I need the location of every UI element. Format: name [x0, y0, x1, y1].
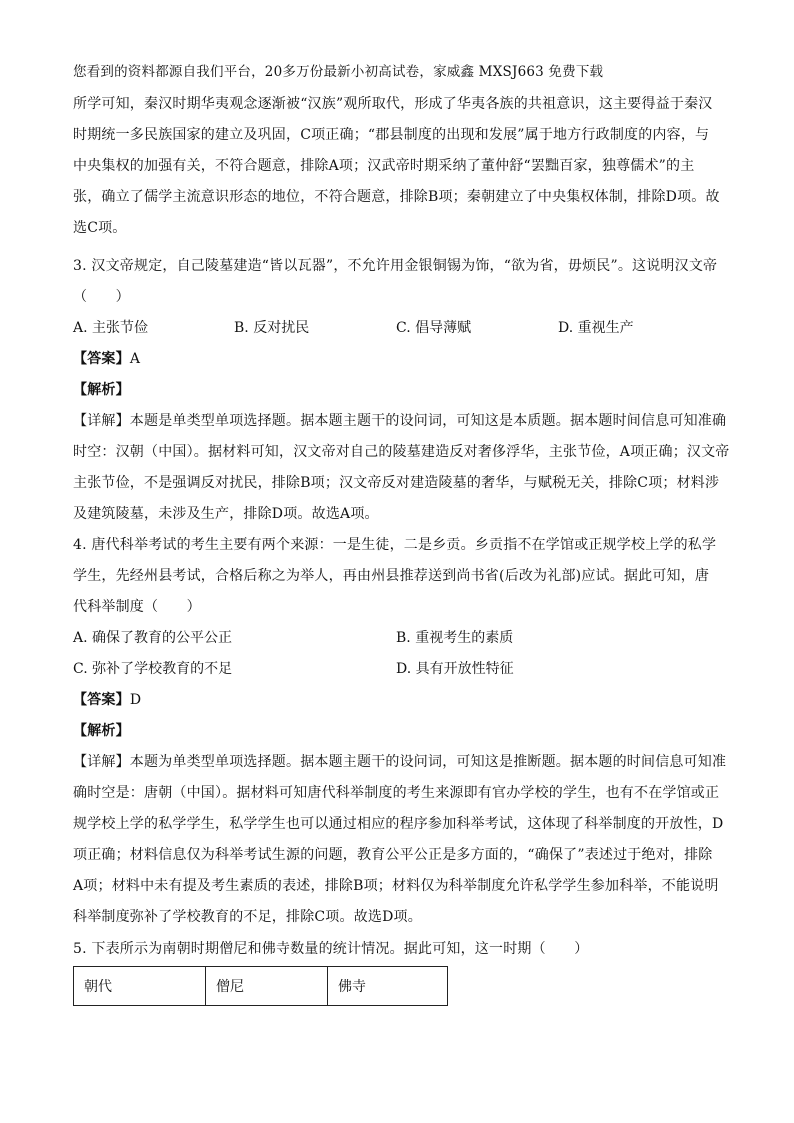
table-header-cell: 僧尼 — [206, 967, 328, 1006]
q3-detail-line: 时空：汉朝（中国）。据材料可知，汉文帝对自己的陵墓建造反对奢侈浮华，主张节俭，A项正确；汉文帝 — [73, 444, 730, 460]
q5-stem: 5. 下表所示为南朝时期僧尼和佛寺数量的统计情况。据此可知，这一时期（ ） — [73, 941, 589, 957]
q4-analysis-label: 【解析】 — [73, 723, 130, 739]
q4-detail-line: A项；材料中未有提及考生素质的表述，排除B项；材料仅为科举制度允许私学学生参加科举，不能说明 — [73, 878, 719, 894]
q3-option-b: B. 反对扰民 — [234, 320, 310, 336]
q3-option-d: D. 重视生产 — [558, 320, 634, 336]
continued-text-line: 时期统一多民族国家的建立及巩固，C项正确；“郡县制度的出现和发展”属于地方行政制度的内容，与 — [73, 127, 710, 143]
q4-stem-line: 4. 唐代科举考试的考生主要有两个来源：一是生徒，二是乡贡。乡贡指不在学馆或正规学校上学的私学 — [73, 537, 717, 553]
answer-value: D — [129, 692, 142, 708]
q3-option-c: C. 倡导薄赋 — [396, 320, 472, 336]
q4-option-b: B. 重视考生的素质 — [396, 630, 514, 646]
continued-text-line: 选C项。 — [73, 220, 127, 236]
q4-detail-line: 【详解】本题为单类型单项选择题。据本题主题干的设问词，可知这是推断题。据本题的时间信息可知准 — [73, 754, 727, 770]
q4-option-a: A. 确保了教育的公平公正 — [73, 630, 233, 646]
q4-stem-line: 学生，先经州县考试，合格后称之为举人，再由州县推荐送到尚书省(后改为礼部)应试。据此可知，唐 — [73, 568, 710, 584]
table-header-cell: 佛寺 — [328, 967, 448, 1006]
q5-table — [73, 966, 448, 1006]
q4-option-c: C. 弥补了学校教育的不足 — [73, 661, 233, 677]
q3-analysis-label: 【解析】 — [73, 382, 130, 398]
q3-detail-line: 主张节俭，不是强调反对扰民，排除B项；汉文帝反对建造陵墓的奢华，与赋税无关，排除C项；材料涉 — [73, 475, 720, 491]
q4-option-d: D. 具有开放性特征 — [396, 661, 514, 677]
q4-answer — [73, 690, 141, 710]
q3-option-a: A. 主张节俭 — [73, 320, 149, 336]
q3-detail-line: 【详解】本题是单类型单项选择题。据本题主题干的设问词，可知这是本质题。据本题时间信息可知准确 — [73, 413, 727, 429]
q3-detail-line: 及建筑陵墓，未涉及生产，排除D项。故选A项。 — [73, 506, 379, 522]
answer-label: 【答案】 — [73, 351, 130, 367]
table-header-row — [74, 967, 448, 1006]
continued-text-line: 所学可知，秦汉时期华夷观念逐渐被“汉族”观所取代，形成了华夷各族的共祖意识，这主要得益于秦汉 — [73, 96, 713, 112]
continued-text-line: 张，确立了儒学主流意识形态的地位，不符合题意，排除B项；秦朝建立了中央集权体制，排除D项。故 — [73, 189, 720, 205]
table-header-cell: 朝代 — [74, 967, 206, 1006]
answer-label: 【答案】 — [73, 692, 130, 708]
q3-stem-line: （ ） — [73, 289, 130, 305]
header-banner: 您看到的资料都源自我们平台，20多万份最新小初高试卷，家威鑫 MXSJ663 免费下载 — [73, 64, 604, 80]
q3-stem-line: 3. 汉文帝规定，自己陵墓建造“皆以瓦器”，不允许用金银铜锡为饰，“欲为省，毋烦民”。这说明汉文帝 — [73, 258, 718, 274]
answer-value: A — [129, 351, 141, 367]
q4-detail-line: 规学校上学的私学学生，私学学生也可以通过相应的程序参加科举考试，这体现了科举制度的开放性，D — [73, 816, 724, 832]
q4-stem-line: 代科举制度（ ） — [73, 599, 201, 615]
q4-detail-line: 确时空是：唐朝（中国）。据材料可知唐代科举制度的考生来源即有官办学校的学生，也有不在学馆或正 — [73, 785, 720, 801]
q4-detail-line: 科举制度弥补了学校教育的不足，排除C项。故选D项。 — [73, 909, 422, 925]
continued-text-line: 中央集权的加强有关，不符合题意，排除A项；汉武帝时期采纳了董仲舒“罢黜百家，独尊儒术”的主 — [73, 158, 695, 174]
q3-answer — [73, 349, 140, 369]
q4-detail-line: 项正确；材料信息仅为科举考试生源的问题，教育公平公正是多方面的，“确保了”表述过于绝对，排除 — [73, 847, 713, 863]
